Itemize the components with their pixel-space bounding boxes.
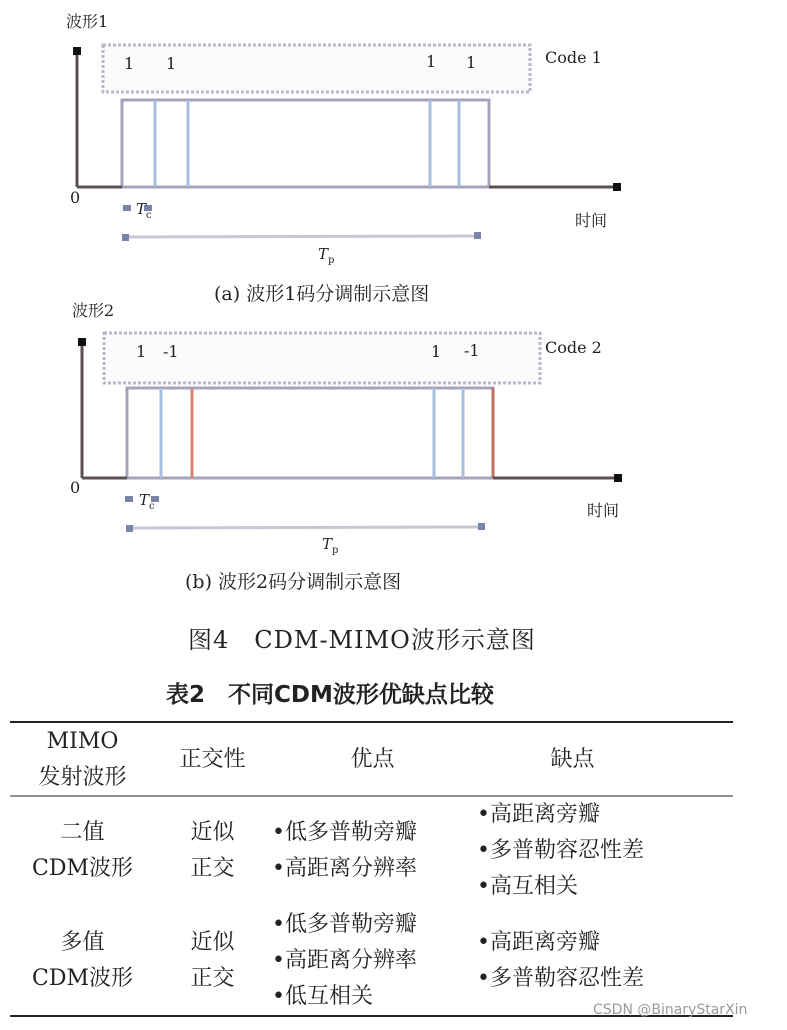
table-title: 表2 不同CDM波形优缺点比较 [166,682,494,708]
cell-line: •高距离旁瓣 [477,802,600,827]
table-row-1-waveform [10,815,155,887]
header-line: 发射波形 [38,765,127,790]
pulse-a [122,100,489,187]
table-row-1-cons [477,797,644,905]
tp-symbol: T [322,535,333,553]
table-row-1-pros [272,815,417,887]
chip-value: 1 [136,342,147,361]
tp-label [318,245,334,266]
cell-line: •低互相关 [272,984,373,1009]
chip-value: 1 [124,54,135,73]
chip-value: 1 [166,54,177,73]
tc-label [139,491,155,512]
cell-line: 近似 [190,930,235,955]
pulse-b [127,388,493,478]
cell-line: •低多普勒旁瓣 [272,912,417,937]
chip-value: -1 [464,341,480,360]
panel-b-y-label: 波形2 [72,301,115,320]
tp-symbol: T [318,245,329,263]
panel-b-diagram [78,333,622,532]
x-axis-label: 时间 [575,211,608,230]
header-orthogonality: 正交性 [179,747,246,772]
cell-line: 正交 [190,856,235,881]
chip-value: 1 [426,52,437,71]
chip-value: -1 [163,342,179,361]
tc-subscript: c [146,210,152,221]
x-axis-arrow [613,183,621,191]
table-row-2-pros [272,907,417,1015]
header-pros: 优点 [350,747,395,772]
tc-symbol: T [139,491,150,509]
table-row-2-cons [477,925,644,997]
panel-a-caption: (a) 波形1码分调制示意图 [214,283,430,305]
cell-line: •高距离分辨率 [272,948,417,973]
y-axis-arrow [78,338,86,346]
tp-marker [478,523,485,530]
tp-marker [122,234,129,241]
panel-b-caption: (b) 波形2码分调制示意图 [185,571,402,593]
tp-subscript: p [328,255,335,266]
tp-marker [126,525,133,532]
cell-line: •高距离旁瓣 [477,930,600,955]
cell-line: 正交 [190,966,235,991]
tc-subscript: c [149,501,155,512]
table-row-2-waveform [10,925,155,997]
tp-marker [474,232,481,239]
origin-label: 0 [70,478,81,497]
cell-line: •多普勒容忍性差 [477,966,644,991]
panel-a-diagram [73,45,621,241]
tc-marker [123,205,131,211]
tp-label [322,535,338,556]
tc-label [136,200,152,221]
header-waveform [10,724,155,796]
code2-label: Code 2 [545,338,602,357]
cell-line: •多普勒容忍性差 [477,838,644,863]
cell-line: CDM波形 [32,856,133,881]
table-row-2-orthogonality [155,925,270,997]
cell-line: 近似 [190,820,235,845]
x-axis-arrow [614,474,622,482]
x-axis-label: 时间 [587,501,620,520]
header-line: MIMO [46,729,119,754]
figure-caption: 图4 CDM-MIMO波形示意图 [188,626,536,654]
chip-value: 1 [431,342,442,361]
tc-symbol: T [136,200,147,218]
cell-line: CDM波形 [32,966,133,991]
panel-a-y-label: 波形1 [66,12,109,31]
cell-line: •低多普勒旁瓣 [272,820,417,845]
chip-value: 1 [466,53,477,72]
tp-span [132,527,484,528]
table-row-1-orthogonality [155,815,270,887]
cell-line: 二值 [60,820,105,845]
y-axis-arrow [73,47,81,55]
watermark: CSDN @BinaryStarXin [593,1002,748,1018]
cell-line: 多值 [60,930,105,955]
tp-subscript: p [332,545,339,556]
cell-line: •高距离分辨率 [272,856,417,881]
code1-label: Code 1 [545,48,602,67]
origin-label: 0 [70,188,81,207]
tc-marker [125,496,133,502]
cell-line: •高互相关 [477,874,578,899]
tp-span [128,236,480,237]
header-cons: 缺点 [550,747,595,772]
